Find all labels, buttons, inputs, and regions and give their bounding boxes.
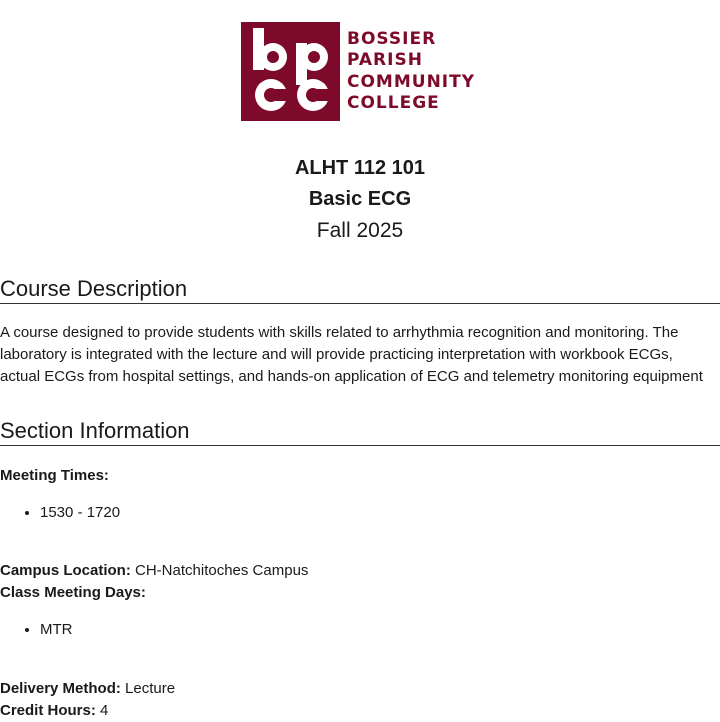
logo-line-4: COLLEGE [347, 93, 440, 113]
campus-location-label: Campus Location: [0, 562, 131, 579]
logo-line-3: COMMUNITY [347, 71, 476, 92]
logo-line-2: PARISH [347, 50, 423, 70]
credit-hours-row [0, 700, 108, 722]
section-information-heading: Section Information [0, 418, 720, 446]
meeting-times-list [0, 502, 120, 524]
meeting-times-row [0, 465, 109, 487]
campus-location-value: CH-Natchitoches Campus [135, 562, 309, 579]
course-header [0, 153, 720, 246]
college-name-wordmark [347, 29, 475, 115]
course-description-heading: Course Description [0, 276, 720, 304]
bpcc-letters-graphic [241, 22, 340, 121]
credit-hours-label: Credit Hours: [0, 702, 96, 719]
meeting-days-list [0, 619, 73, 641]
credit-hours-value: 4 [100, 702, 109, 719]
meeting-time-item: • 1530 - 1720 [40, 502, 120, 524]
delivery-method-label: Delivery Method: [0, 680, 121, 697]
class-meeting-days-row [0, 582, 146, 604]
course-title: Basic ECG [308, 188, 412, 210]
class-meeting-days-label: Class Meeting Days: [0, 584, 146, 601]
delivery-method-value: Lecture [125, 680, 176, 697]
course-term: Fall 2025 [316, 219, 404, 242]
course-description-text: A course designed to provide students with skills related to arrhythmia recognition and monitoring. The laboratory is integrated with the lecture and will provide practicing interpretation with workbook ECGs, actual ECGs from hospital settings, and hands-on application of ECG and telemetry monitoring equipment [0, 324, 703, 385]
campus-location-row [0, 560, 308, 582]
meeting-times-label: Meeting Times: [0, 467, 109, 484]
logo-line-1: BOSSIER [347, 28, 437, 49]
delivery-method-row [0, 678, 175, 700]
course-code: ALHT 112 101 [294, 157, 426, 179]
college-logo [241, 22, 481, 121]
bpcc-logo-mark [241, 22, 340, 121]
meeting-day-item: • MTR [40, 619, 73, 641]
